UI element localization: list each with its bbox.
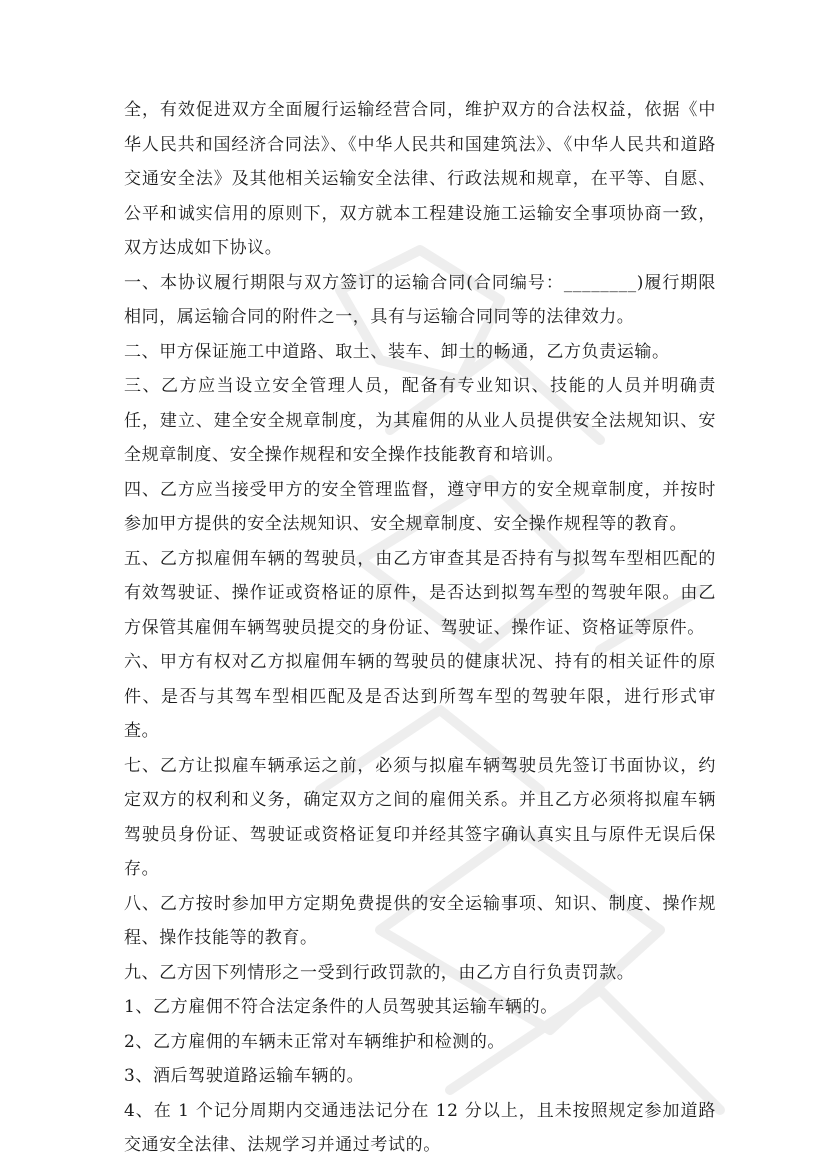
- list-item-penalty-1: 1、乙方雇佣不符合法定条件的人员驾驶其运输车辆的。: [124, 997, 558, 1017]
- list-item-penalty-3: 3、酒后驾驶道路运输车辆的。: [124, 1066, 365, 1086]
- paragraph-clause-3: 三、乙方应当设立安全管理人员，配备有专业知识、技能的人员并明确责任，建立、建全安全规章制度，为其雇佣的从业人员提供安全法规知识、安全规章制度、安全操作规程和安全操作技能教育和培训。: [124, 376, 716, 465]
- paragraph-clause-9: 九、乙方因下列情形之一受到行政罚款的，由乙方自行负责罚款。: [124, 962, 635, 983]
- paragraph-clause-2: 二、甲方保证施工中道路、取土、装车、卸土的畅通，乙方负责运输。: [124, 341, 670, 362]
- paragraph-clause-6: 六、甲方有权对乙方拟雇佣车辆的驾驶员的健康状况、持有的相关证件的原件、是否与其驾车型相匹配及是否达到所驾车型的驾驶年限，进行形式审查。: [124, 652, 716, 741]
- list-item-penalty-4: 4、在 1 个记分周期内交通违法记分在 12 分以上，且未按照规定参加道路交通安全法律、法规学习并通过考试的。: [124, 1100, 716, 1155]
- paragraph-clause-7: 七、乙方让拟雇车辆承运之前，必须与拟雇车辆驾驶员先签订书面协议，约定双方的权利和义务，确定双方之间的雇佣关系。并且乙方必须将拟雇车辆驾驶员身份证、驾驶证或资格证复印并经其签字确认真实且与原件无误后保存。: [124, 755, 716, 879]
- paragraph-clause-4: 四、乙方应当接受甲方的安全管理监督，遵守甲方的安全规章制度，并按时参加甲方提供的安全法规知识、安全规章制度、安全操作规程等的教育。: [124, 479, 716, 534]
- paragraph-clause-5: 五、乙方拟雇佣车辆的驾驶员，由乙方审查其是否持有与拟驾车型相匹配的有效驾驶证、操作证或资格证的原件，是否达到拟驾车型的驾驶年限。由乙方保管其雇佣车辆驾驶员提交的身份证、驾驶证、操作证、资格证等原件。: [124, 548, 716, 638]
- document-body: [124, 93, 716, 1163]
- paragraph-preamble: 全，有效促进双方全面履行运输经营合同，维护双方的合法权益，依据《中华人民共和国经济合同法》、《中华人民共和国建筑法》、《中华人民共和道路交通安全法》及其他相关运输安全法律、行政法规和规章，在平等、自愿、公平和诚实信用的原则下，双方就本工程建设施工运输安全事项协商一致，双方达成如下协议。: [124, 100, 716, 258]
- paragraph-clause-8: 八、乙方按时参加甲方定期免费提供的安全运输事项、知识、制度、操作规程、操作技能等的教育。: [124, 893, 716, 948]
- paragraph-clause-1: 一、本协议履行期限与双方签订的运输合同(合同编号：________)履行期限相同，属运输合同的附件之一，具有与运输合同同等的法律效力。: [124, 272, 716, 327]
- list-item-penalty-2: 2、乙方雇佣的车辆未正常对车辆维护和检测的。: [124, 1031, 506, 1052]
